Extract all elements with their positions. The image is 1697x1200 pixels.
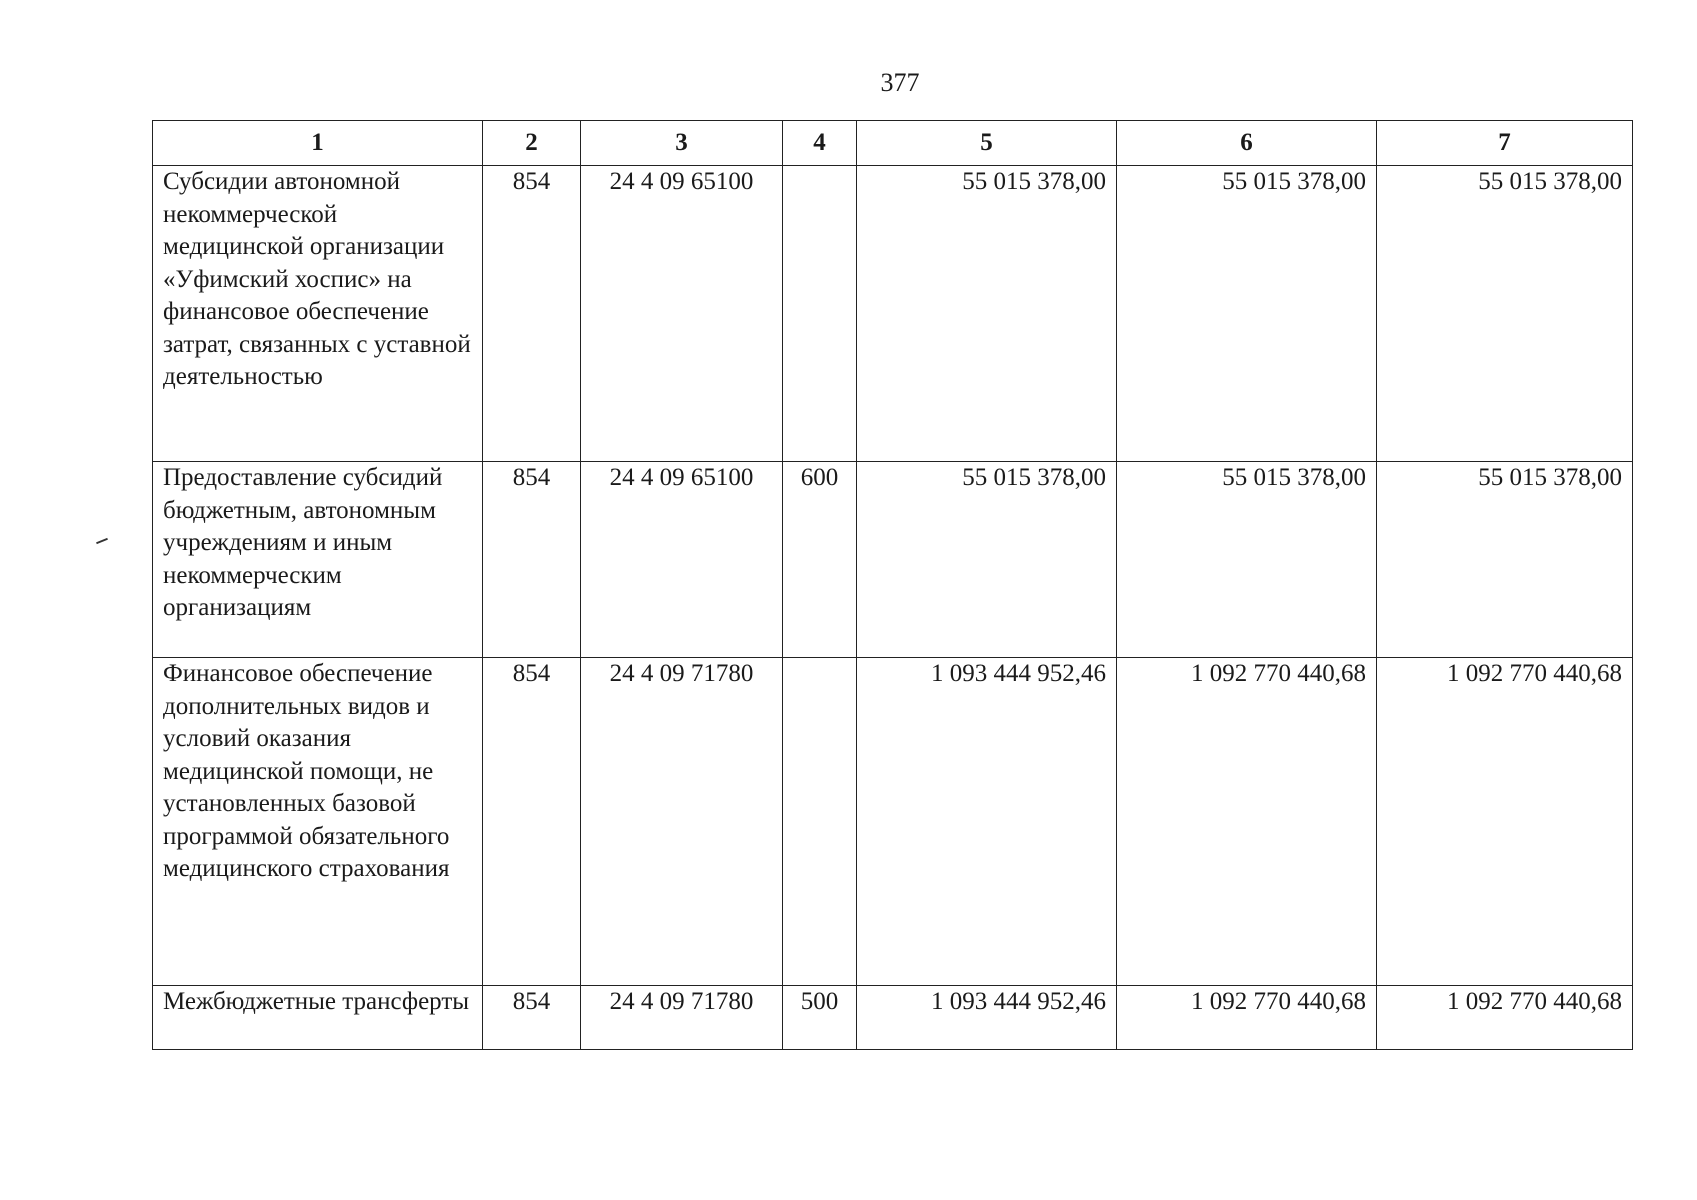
cell-vr [783,658,857,986]
column-header-1: 1 [153,121,483,166]
table-row [153,986,1633,1050]
cell-csr: 24 4 09 65100 [581,462,783,658]
cell-vr: 500 [783,986,857,1050]
cell-sum-2: 1 092 770 440,68 [1117,658,1377,986]
budget-table [152,120,1633,1050]
pen-mark [96,538,108,544]
column-header-4: 4 [783,121,857,166]
header-row [153,121,1633,166]
cell-sum-2: 1 092 770 440,68 [1117,986,1377,1050]
table-row [153,462,1633,658]
cell-sum-1: 55 015 378,00 [857,166,1117,462]
cell-sum-1: 1 093 444 952,46 [857,986,1117,1050]
cell-name: Предоставление субсидий бюджетным, автономным учреждениям и иным некоммерческим организациям [153,462,483,658]
cell-sum-3: 1 092 770 440,68 [1377,658,1633,986]
cell-sum-3: 1 092 770 440,68 [1377,986,1633,1050]
table-row [153,166,1633,462]
cell-csr: 24 4 09 71780 [581,658,783,986]
cell-vr: 600 [783,462,857,658]
cell-sum-2: 55 015 378,00 [1117,166,1377,462]
column-header-3: 3 [581,121,783,166]
cell-name: Финансовое обеспечение дополнительных видов и условий оказания медицинской помощи, не установленных базовой программой обязательного медицинского страхования [153,658,483,986]
cell-name: Межбюджетные трансферты [153,986,483,1050]
cell-name: Субсидии автономной некоммерческой медицинской организации «Уфимский хоспис» на финансовое обеспечение затрат, связанных с уставной деятельностью [153,166,483,462]
cell-ved: 854 [483,986,581,1050]
column-header-2: 2 [483,121,581,166]
cell-vr [783,166,857,462]
column-header-7: 7 [1377,121,1633,166]
cell-ved: 854 [483,166,581,462]
cell-ved: 854 [483,462,581,658]
cell-sum-3: 55 015 378,00 [1377,462,1633,658]
table-row [153,658,1633,986]
column-header-6: 6 [1117,121,1377,166]
column-header-5: 5 [857,121,1117,166]
cell-csr: 24 4 09 71780 [581,986,783,1050]
page-number: 377 [880,68,920,97]
cell-sum-2: 55 015 378,00 [1117,462,1377,658]
cell-sum-3: 55 015 378,00 [1377,166,1633,462]
cell-ved: 854 [483,658,581,986]
cell-sum-1: 1 093 444 952,46 [857,658,1117,986]
cell-csr: 24 4 09 65100 [581,166,783,462]
cell-sum-1: 55 015 378,00 [857,462,1117,658]
